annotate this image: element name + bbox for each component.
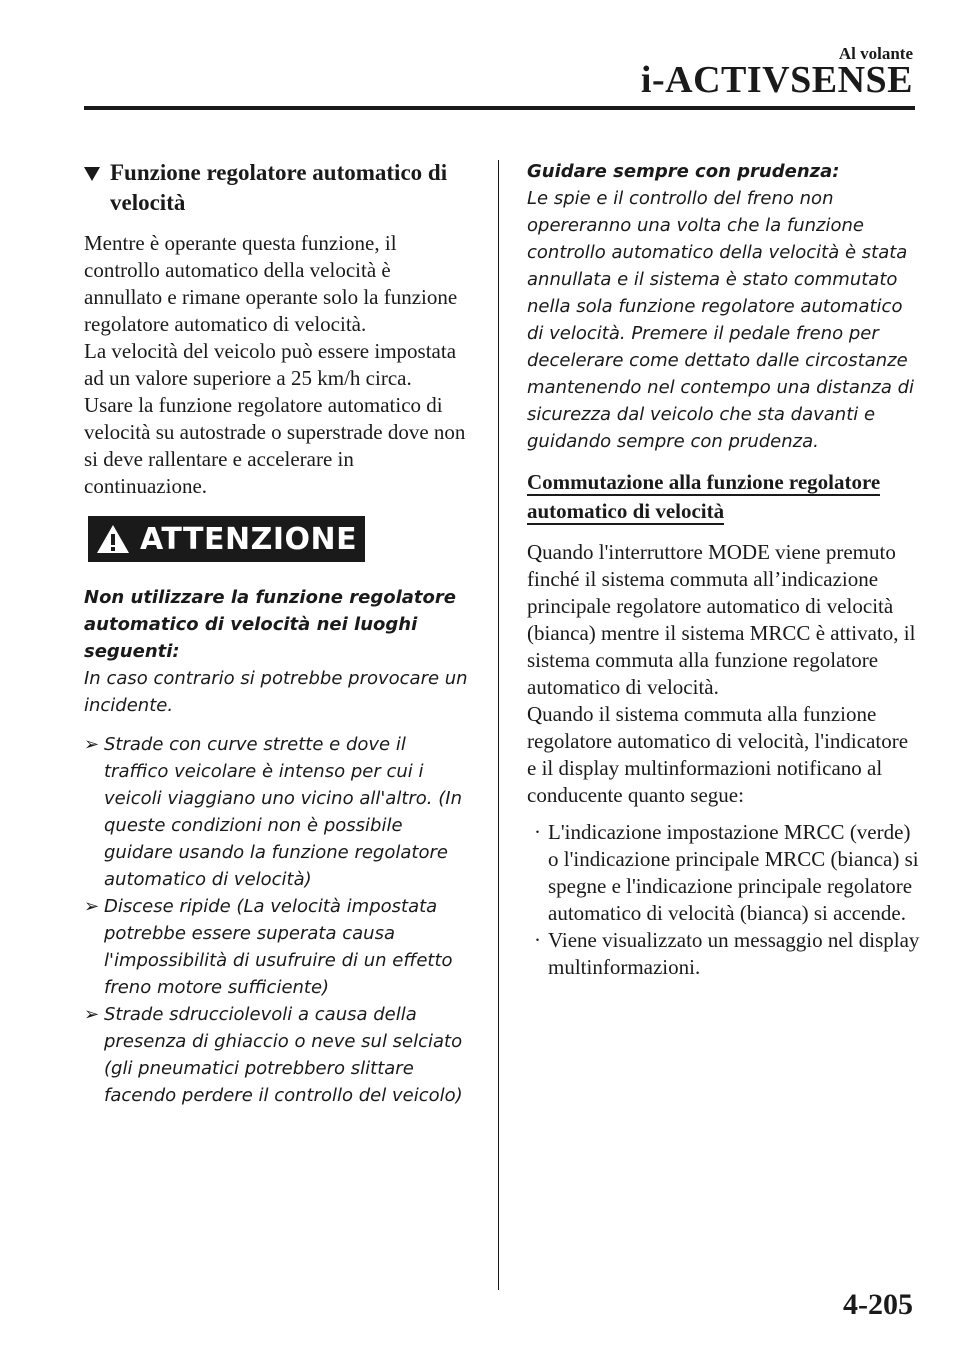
caution-title: Guidare sempre con prudenza: (527, 161, 840, 182)
bullet-dot-icon: · (534, 928, 541, 952)
warning-banner (88, 516, 365, 562)
caution-text: Le spie e il controllo del freno non opereranno una volta che la funzione controllo automatico della velocità è stata annullata e il sistema è stato commutato nella sola funzione regolatore automatico di velocità. Premere il pedale freno per decelerare come dettato dalle circostanze mantenendo nel contempo una distanza di sicurezza dal veicolo che sta davanti e guidando sempre con prudenza. (527, 188, 914, 452)
warning-text: In caso contrario si potrebbe provocare un incidente. (84, 668, 468, 716)
list-item (84, 1001, 474, 1109)
list-item (84, 731, 474, 893)
arrow-right-icon: ➢ (84, 734, 100, 755)
header-chapter-title: i-ACTIVSENSE (640, 59, 913, 101)
page-number: 4-205 (843, 1288, 913, 1321)
header-rule (84, 106, 915, 110)
subsection-heading: Commutazione alla funzione regolatore automatico di velocità (527, 470, 881, 523)
arrow-right-icon: ➢ (84, 1004, 100, 1025)
warning-bullet-list (84, 731, 474, 1109)
bullet-dot-icon: · (534, 820, 541, 844)
right-column (527, 158, 922, 981)
triangle-down-icon (84, 167, 100, 181)
arrow-right-icon: ➢ (84, 896, 100, 917)
list-item-text: Viene visualizzato un messaggio nel display multinformazioni. (548, 928, 920, 979)
list-item (527, 819, 922, 927)
body-paragraph-3: Usare la funzione regolatore automatico di velocità su autostrade o superstrade dove non si deve rallentare e accelerare in continuazione. (84, 393, 466, 498)
body-paragraph-1: Quando l'interruttore MODE viene premuto finché il sistema commuta all’indicazione principale regolatore automatico di velocità (bianca) mentre il sistema MRCC è attivato, il sistema commuta alla funzione regolatore automatico di velocità. (527, 540, 916, 699)
list-item-text: Discese ripide (La velocità impostata potrebbe essere superata causa l'impossibilità di usufruire di un effetto freno motore sufficiente) (104, 896, 453, 998)
list-item (527, 927, 922, 981)
body-paragraph-2: La velocità del veicolo può essere impostata ad un valore superiore a 25 km/h circa. (84, 339, 457, 390)
body-paragraph-1: Mentre è operante questa funzione, il controllo automatico della velocità è annullato e rimane operante solo la funzione regolatore automatico di velocità. (84, 231, 458, 336)
body-paragraph-2: Quando il sistema commuta alla funzione regolatore automatico di velocità, l'indicatore e il display multinformazioni notificano al conducente quanto segue: (527, 702, 909, 807)
list-item-text: L'indicazione impostazione MRCC (verde) o l'indicazione principale MRCC (bianca) si spegne e l'indicazione principale regolatore automatico di velocità (bianca) si accende. (548, 820, 919, 925)
warning-label: ATTENZIONE (140, 521, 358, 557)
header-section-label: Al volante (838, 44, 913, 63)
warning-title: Non utilizzare la funzione regolatore automatico di velocità nei luoghi seguenti: (84, 587, 456, 662)
dot-list (527, 819, 922, 981)
warning-triangle-icon (96, 524, 130, 554)
section-heading (84, 158, 474, 218)
list-item-text: Strade con curve strette e dove il traffico veicolare è intenso per cui i veicoli viaggiano uno vicino all'altro. (In queste condizioni non è possibile guidare usando la funzione regolatore automatico di velocità) (104, 734, 462, 890)
section-heading-text: Funzione regolatore automatico di velocità (110, 160, 448, 215)
list-item (84, 893, 474, 1001)
column-divider (498, 160, 499, 1290)
left-column (84, 158, 474, 1109)
list-item-text: Strade sdrucciolevoli a causa della presenza di ghiaccio o neve sul selciato (gli pneumatici potrebbero slittare facendo perdere il controllo del veicolo) (104, 1004, 463, 1106)
